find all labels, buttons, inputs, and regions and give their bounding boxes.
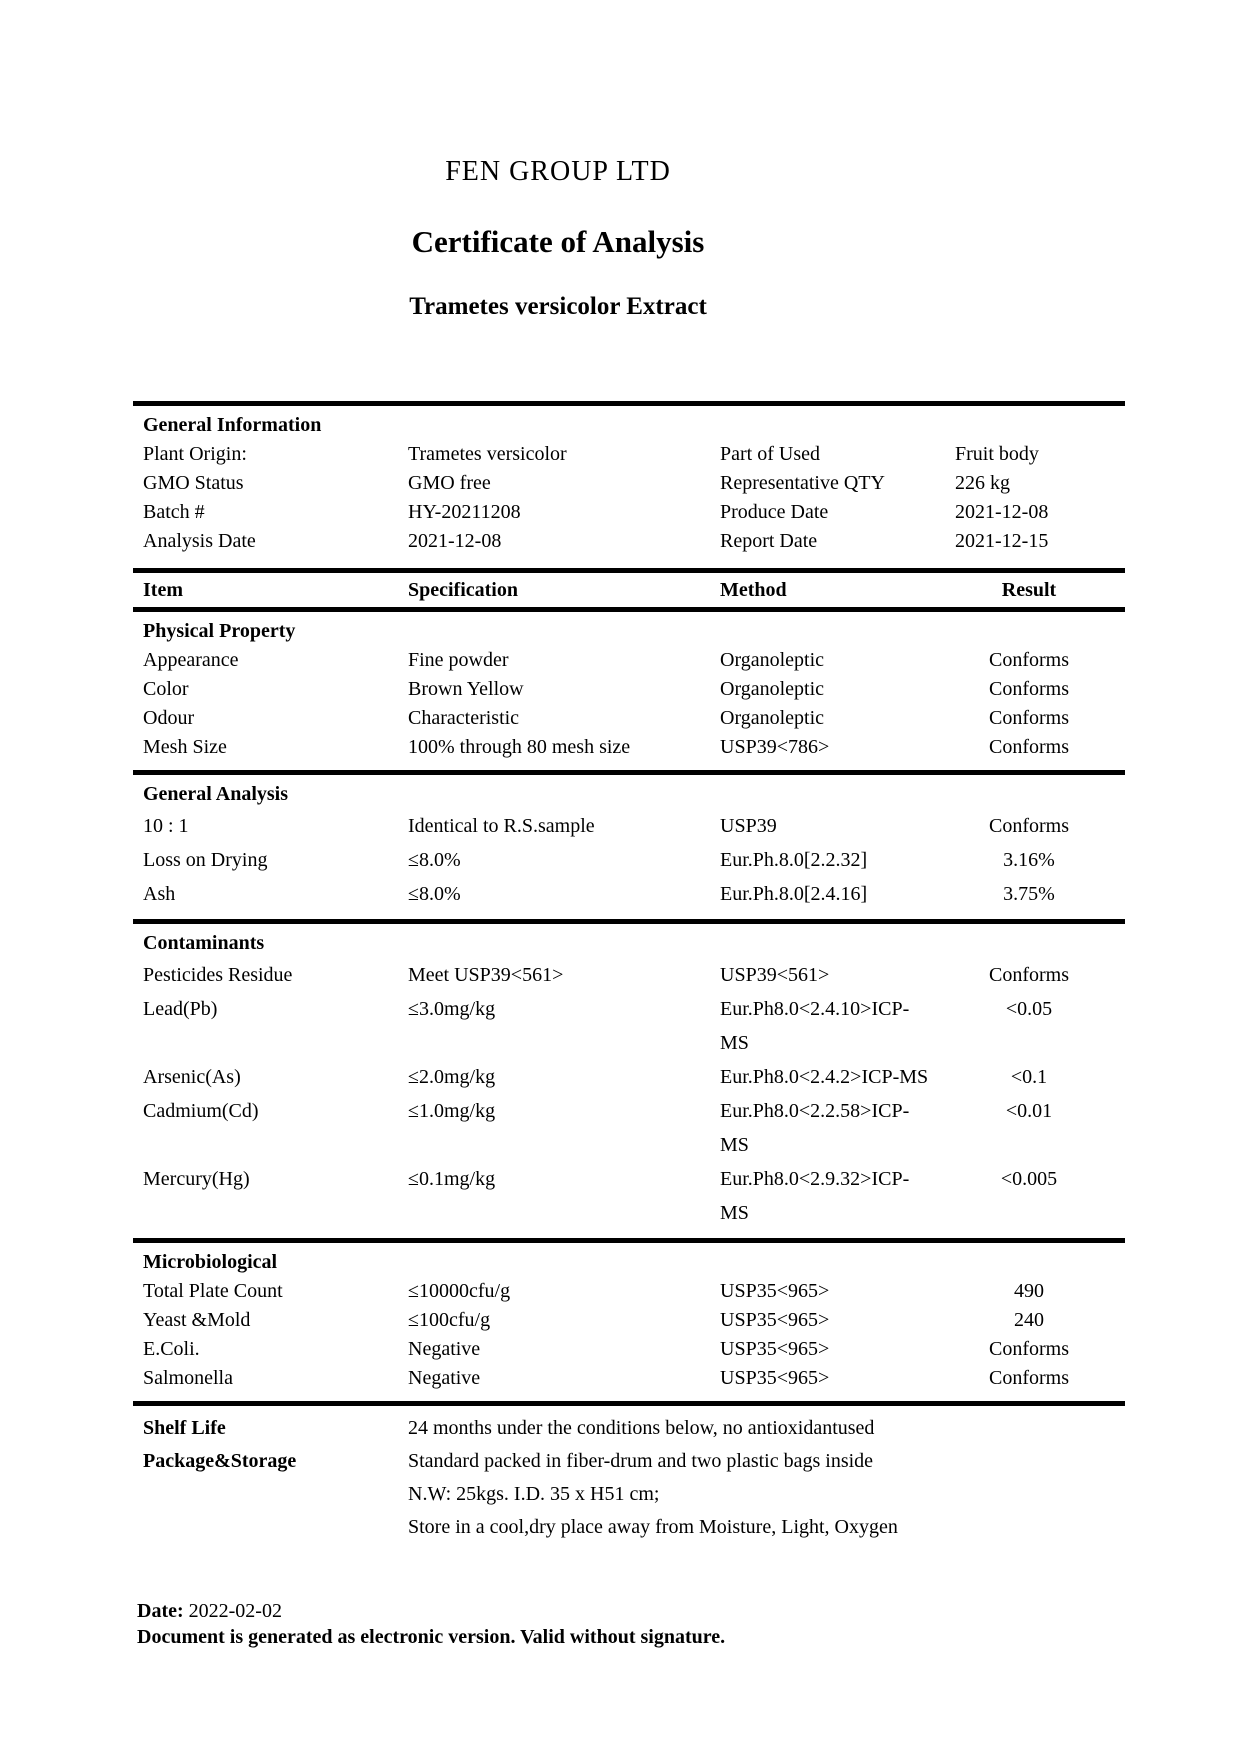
method-cell: USP39<786>: [720, 736, 830, 758]
storage-text: Store in a cool,dry place away from Moisture, Light, Oxygen: [408, 1516, 898, 1538]
table-row: [133, 992, 1125, 1060]
method-cell: Organoleptic: [720, 649, 825, 671]
result-cell: Conforms: [989, 678, 1069, 700]
result-cell: <0.005: [1000, 1168, 1058, 1190]
table-row: [133, 1277, 1125, 1306]
specification-cell: Meet USP39<561>: [408, 964, 564, 986]
method-cell: Eur.Ph8.0<2.4.10>ICP-MS: [720, 998, 910, 1054]
info-value: HY-20211208: [408, 501, 521, 523]
storage-row: [133, 1445, 1125, 1478]
table-row: [133, 843, 1125, 877]
table-row: [133, 1306, 1125, 1335]
method-cell: USP35<965>: [720, 1367, 830, 1389]
method-cell: USP35<965>: [720, 1338, 830, 1360]
table-row: [133, 1162, 1125, 1230]
specification-cell: Fine powder: [408, 649, 509, 671]
specification-cell: ≤100cfu/g: [408, 1309, 491, 1331]
specification-cell: ≤0.1mg/kg: [408, 1168, 496, 1190]
info-row: [133, 440, 1125, 469]
result-cell: Conforms: [989, 736, 1069, 758]
contaminants-section: [133, 924, 1125, 1238]
info-label: Part of Used: [720, 443, 820, 465]
general-analysis-section: [133, 775, 1125, 919]
item-cell: Mesh Size: [143, 736, 227, 758]
info-label: GMO Status: [143, 472, 244, 494]
method-cell: Eur.Ph.8.0[2.2.32]: [720, 849, 868, 871]
validity-note: Document is generated as electronic version. Valid without signature.: [137, 1626, 726, 1648]
table-row: [133, 809, 1125, 843]
section-heading: Contaminants: [143, 932, 265, 954]
item-cell: Yeast &Mold: [143, 1309, 251, 1331]
general-information-section: [133, 406, 1125, 568]
specification-cell: ≤3.0mg/kg: [408, 998, 496, 1020]
table-row: [133, 733, 1125, 762]
info-label: Representative QTY: [720, 472, 885, 494]
item-cell: Lead(Pb): [143, 998, 218, 1020]
storage-label: Shelf Life: [143, 1417, 226, 1439]
storage-text: N.W: 25kgs. I.D. 35 x H51 cm;: [408, 1483, 660, 1505]
product-name: Trametes versicolor Extract: [409, 293, 707, 320]
table-row: [133, 877, 1125, 911]
item-cell: Cadmium(Cd): [143, 1100, 259, 1122]
info-label: Batch #: [143, 501, 205, 523]
section-heading: Microbiological: [143, 1251, 278, 1273]
item-cell: Salmonella: [143, 1367, 233, 1389]
result-cell: <0.1: [1010, 1066, 1048, 1088]
result-cell: 490: [1014, 1280, 1044, 1302]
section-heading: General Analysis: [143, 783, 289, 805]
result-cell: Conforms: [989, 964, 1069, 986]
storage-section: [133, 1406, 1125, 1554]
date-label: Date:: [137, 1600, 184, 1622]
item-cell: 10 : 1: [143, 815, 189, 837]
date-line: [137, 1598, 1242, 1624]
microbiological-section: [133, 1243, 1125, 1401]
method-cell: Eur.Ph8.0<2.9.32>ICP-MS: [720, 1168, 910, 1224]
physical-property-section: [133, 612, 1125, 770]
specification-cell: ≤10000cfu/g: [408, 1280, 511, 1302]
item-cell: Arsenic(As): [143, 1066, 241, 1088]
result-cell: <0.05: [1005, 998, 1053, 1020]
column-header-specification: Specification: [408, 579, 518, 601]
result-cell: Conforms: [989, 815, 1069, 837]
item-cell: Total Plate Count: [143, 1280, 283, 1302]
storage-row: [133, 1511, 1125, 1544]
item-cell: Pesticides Residue: [143, 964, 293, 986]
info-label: Plant Origin:: [143, 443, 247, 465]
method-cell: Eur.Ph.8.0[2.4.16]: [720, 883, 868, 905]
info-value: 2021-12-08: [408, 530, 502, 552]
info-row: [133, 498, 1125, 527]
item-cell: Ash: [143, 883, 176, 905]
storage-row: [133, 1478, 1125, 1511]
title-block: [133, 0, 983, 321]
document-title: Certificate of Analysis: [411, 224, 705, 259]
result-cell: Conforms: [989, 1367, 1069, 1389]
storage-text: 24 months under the conditions below, no antioxidantused: [408, 1417, 875, 1439]
specification-cell: 100% through 80 mesh size: [408, 736, 631, 758]
table-row: [133, 1094, 1125, 1162]
method-cell: Organoleptic: [720, 707, 825, 729]
method-cell: Eur.Ph8.0<2.2.58>ICP-MS: [720, 1100, 910, 1156]
method-cell: Eur.Ph8.0<2.4.2>ICP-MS: [720, 1066, 929, 1088]
info-value: 226 kg: [955, 472, 1010, 494]
specification-cell: Characteristic: [408, 707, 520, 729]
specification-cell: Identical to R.S.sample: [408, 815, 595, 837]
info-label: Analysis Date: [143, 530, 256, 552]
table-row: [133, 958, 1125, 992]
section-heading: General Information: [143, 414, 322, 436]
method-cell: USP39: [720, 815, 777, 837]
result-cell: Conforms: [989, 649, 1069, 671]
storage-row: [133, 1412, 1125, 1445]
table-row: [133, 646, 1125, 675]
result-cell: Conforms: [989, 707, 1069, 729]
item-cell: E.Coli.: [143, 1338, 200, 1360]
storage-label: [133, 1478, 408, 1511]
specification-cell: Negative: [408, 1367, 481, 1389]
company-name: FEN GROUP LTD: [445, 156, 671, 187]
method-cell: USP39<561>: [720, 964, 830, 986]
column-header-item: Item: [143, 579, 183, 601]
table-row: [133, 1060, 1125, 1094]
analysis-table: [133, 401, 1125, 1554]
result-cell: <0.01: [1005, 1100, 1053, 1122]
info-value: 2021-12-08: [955, 501, 1049, 523]
table-row: [133, 675, 1125, 704]
specification-cell: Brown Yellow: [408, 678, 524, 700]
storage-text: Standard packed in fiber-drum and two plastic bags inside: [408, 1450, 874, 1472]
specification-cell: ≤1.0mg/kg: [408, 1100, 496, 1122]
specification-cell: ≤8.0%: [408, 883, 461, 905]
column-header-result: Result: [1001, 579, 1057, 601]
column-header-method: Method: [720, 579, 787, 601]
storage-label: [133, 1511, 408, 1544]
date-value: 2022-02-02: [188, 1600, 282, 1622]
info-row: [133, 527, 1125, 556]
table-row: [133, 1335, 1125, 1364]
item-cell: Loss on Drying: [143, 849, 268, 871]
specification-cell: ≤2.0mg/kg: [408, 1066, 496, 1088]
info-label: Report Date: [720, 530, 818, 552]
item-cell: Appearance: [143, 649, 239, 671]
section-heading: Physical Property: [143, 620, 296, 642]
result-cell: 3.16%: [1003, 849, 1055, 871]
document-footer: [137, 1598, 1242, 1650]
result-cell: 3.75%: [1003, 883, 1055, 905]
item-cell: Odour: [143, 707, 195, 729]
info-row: [133, 469, 1125, 498]
item-cell: Color: [143, 678, 189, 700]
method-cell: USP35<965>: [720, 1280, 830, 1302]
result-cell: Conforms: [989, 1338, 1069, 1360]
info-label: Produce Date: [720, 501, 829, 523]
table-header-row: [133, 573, 1125, 607]
info-value: Trametes versicolor: [408, 443, 567, 465]
method-cell: USP35<965>: [720, 1309, 830, 1331]
result-cell: 240: [1014, 1309, 1044, 1331]
info-value: GMO free: [408, 472, 491, 494]
info-value: Fruit body: [955, 443, 1039, 465]
table-row: [133, 1364, 1125, 1393]
method-cell: Organoleptic: [720, 678, 825, 700]
info-value: 2021-12-15: [955, 530, 1049, 552]
specification-cell: ≤8.0%: [408, 849, 461, 871]
specification-cell: Negative: [408, 1338, 481, 1360]
item-cell: Mercury(Hg): [143, 1168, 250, 1190]
table-row: [133, 704, 1125, 733]
storage-label: Package&Storage: [143, 1450, 297, 1472]
